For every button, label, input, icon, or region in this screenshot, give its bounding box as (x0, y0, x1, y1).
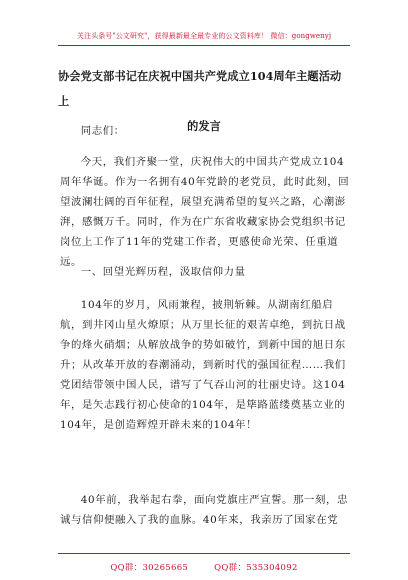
footer (0, 561, 408, 573)
paragraph-3: 40年前，我举起右拳，面向党旗庄严宣誓。那一刻，忠诚与信仰便融入了我的血脉。40年来，我亲历了国家在党 (60, 494, 349, 526)
paragraph-2: 104年的岁月，风雨兼程，披荆斩棘。从湖南红船启航，到井冈山星火燎原；从万里长征的艰苦卓绝，到抗日战争的烽火硝烟；从解放战争的势如破竹，到新中国的旭日东升；从改革开放的春潮涌动，到新时代的强国征程……我们党团结带领中国人民，谱写了气吞山河的壮丽史诗。这104年，是矢志践行初心使命的104年，是筚路蓝缕奠基立业的104年，是创造辉煌开辟未来的104年！ (60, 299, 346, 431)
title-line-2: 的发言 (187, 119, 221, 133)
footer-divider (58, 553, 350, 554)
section-heading-1: 一、回望光辉历程，汲取信仰力量 (80, 266, 246, 278)
footer-qq-group-1: QQ群：30265665 (110, 563, 189, 573)
paragraph-block-1 (60, 152, 350, 272)
header-banner: 关注头条号"公文研究"，获得最新最全最专业的公文资料库！ 微信：gongwenyj (76, 32, 332, 40)
header-divider (58, 45, 350, 46)
footer-qq-group-2: QQ群：535304092 (214, 563, 298, 573)
salutation-block (60, 121, 350, 141)
salutation: 同志们： (80, 125, 125, 137)
paragraph-block-2 (60, 295, 350, 435)
paragraph-block-3 (60, 490, 350, 530)
title-line-1: 协会党支部书记在庆祝中国共产党成立104周年主题活动上 (58, 69, 342, 108)
paragraph-1: 今天，我们齐聚一堂，庆祝伟大的中国共产党成立104周年华诞。作为一名拥有40年党龄的老党员，此时此刻，回望波澜壮阔的百年征程，展望充满希望的复兴之路，心潮澎湃，感慨万千。同时，作为在广东省收藏家协会党组织书记岗位上工作了11年的党建工作者，更感使命光荣、任重道远。 (60, 156, 350, 268)
heading-block-1 (60, 262, 350, 282)
